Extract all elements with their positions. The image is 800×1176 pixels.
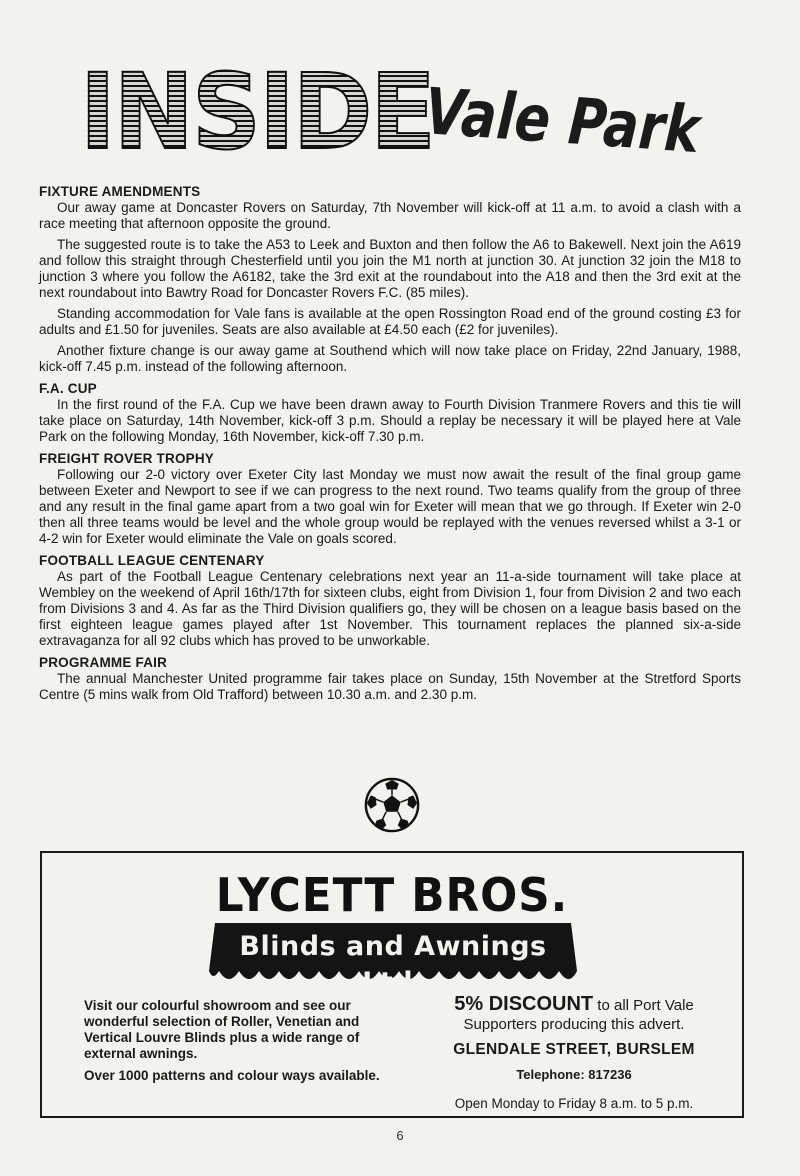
discount-badge: 5% DISCOUNT [454, 993, 594, 1015]
patterns-text: Over 1000 patterns and colour ways available. [84, 1068, 380, 1083]
supporters-text: Supporters producing this advert. [463, 1016, 685, 1033]
section-heading: FIXTURE AMENDMENTS [39, 184, 201, 199]
football-icon [363, 776, 421, 834]
inside-logo-text: INSIDE [80, 51, 434, 173]
lycett-bros-advert [40, 851, 744, 1118]
showroom-text: Visit our colourful showroom and see our wonderful selection of Roller, Venetian and Vertical Louvre Blinds plus a wide range of external awnings. [84, 998, 360, 1061]
advert-offer [424, 995, 724, 1113]
opening-hours: Open Monday to Friday 8 a.m. to 5 p.m. [454, 1096, 694, 1111]
section-heading: PROGRAMME FAIR [39, 655, 168, 670]
advert-brand: LYCETT BROS. [215, 868, 569, 922]
paragraph: Our away game at Doncaster Rovers on Saturday, 7th November will kick-off at 11 a.m. to avoid a clash with a race meeting that afternoon opposite the ground. [39, 200, 741, 231]
paragraph: The annual Manchester United programme fair takes place on Sunday, 15th November at the Stretford Sports Centre (5 mins walk from Old Trafford) between 10.30 a.m. and 2.30 p.m. [39, 671, 741, 702]
article-body [39, 184, 741, 709]
section-heading: F.A. CUP [39, 381, 97, 396]
section-heading: FREIGHT ROVER TROPHY [39, 451, 215, 466]
section-freight-rover-trophy [39, 451, 741, 547]
awning-banner [207, 921, 579, 998]
paragraph: As part of the Football League Centenary celebrations next year an 11-a-side tournament will take place at Wembley on the weekend of April 16th/17th for sixteen clubs, eight from Division 1, four from Division 2 and two each from Divisions 3 and 4. As far as the Third Division qualifiers go, they will be chosen on a league basis based on the first eighteen league games played after 1st November. This tournament replaces the planned six-a-side extravaganza for all 92 clubs which has proved to be unworkable. [39, 569, 741, 648]
section-fa-cup [39, 381, 741, 445]
section-fixture-amendments [39, 184, 741, 375]
address: GLENDALE STREET, BURSLEM [453, 1041, 695, 1058]
page-number: 6 [396, 1128, 404, 1143]
paragraph: Standing accommodation for Vale fans is available at the open Rossington Road end of the ground costing £3 for adults and £1.50 for juveniles. Seats are also available at £4.50 each (£2 for juveniles). [39, 306, 741, 337]
masthead [80, 50, 703, 173]
paragraph: Another fixture change is our away game at Southend which will now take place on Friday, 22nd January, 1988, kick-off 7.45 p.m. instead of the following afternoon. [39, 343, 741, 374]
inside-logo [80, 50, 434, 173]
section-football-league-centenary [39, 553, 741, 649]
discount-line [424, 995, 724, 1015]
section-heading: FOOTBALL LEAGUE CENTENARY [39, 553, 265, 568]
discount-rest: to all Port Vale [593, 997, 694, 1014]
advert-description [84, 998, 400, 1090]
paragraph: Following our 2-0 victory over Exeter City last Monday we must now await the result of the final group game between Exeter and Newport to see if we can progress to the next round. Two teams qualify from the group of three and any result in the final game apart from a two goal win for Exeter will mean that we go through. If Exeter win 2-0 then all three teams would be level and the whole group would be replayed with the venues reversed whilst a 3-1 or 4-2 win for Exeter would eliminate the Vale on goals scored. [39, 467, 741, 546]
paragraph: In the first round of the F.A. Cup we have been drawn away to Fourth Division Tranmere Rovers and this tie will take place on Saturday, 14th November, kick-off 3 p.m. Should a replay be necessary it will be played here at Vale Park on the following Monday, 16th November, kick-off 7.30 p.m. [39, 397, 741, 444]
venue-title: Vale Park [422, 75, 703, 169]
awning-tagline: Blinds and Awnings Ltd. [239, 931, 547, 998]
section-programme-fair [39, 655, 741, 703]
telephone: Telephone: 817236 [516, 1067, 632, 1082]
paragraph: The suggested route is to take the A53 to Leek and Buxton and then follow the A6 to Bakewell. Next join the A619 and follow this straight through Chesterfield until you join the M1 north at junction 30. At junction 32 join the M18 to junction 3 where you follow the A6182, take the 3rd exit at the roundabout into the A18 and then the 3rd exit at the next roundabout into Bawtry Road for Doncaster Rovers F.C. (85 miles). [39, 237, 741, 300]
